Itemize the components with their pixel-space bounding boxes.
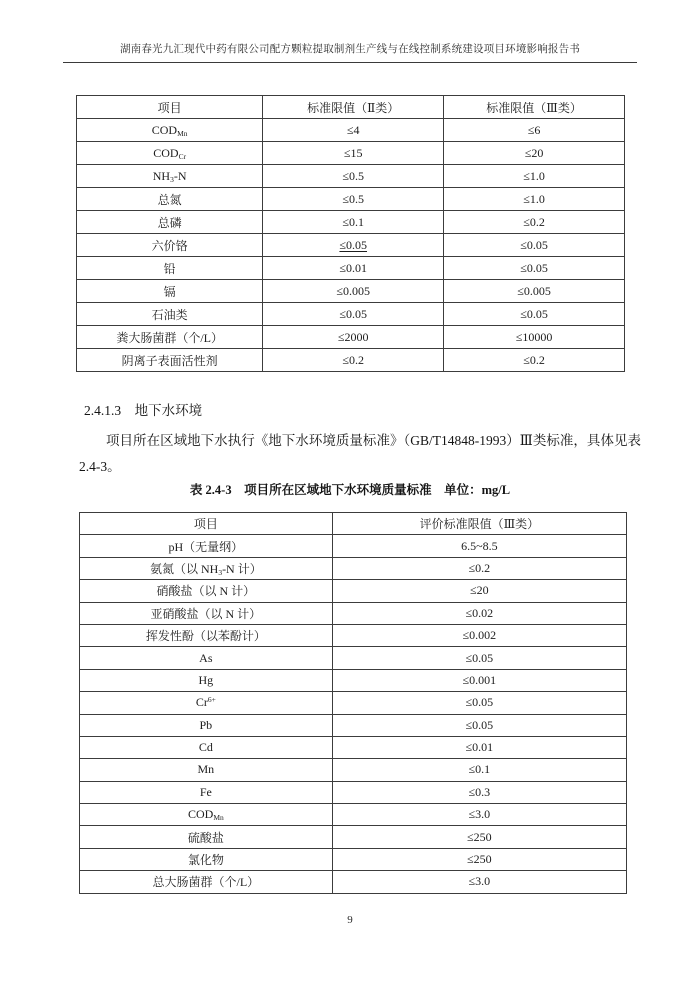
table-caption: 表 2.4-3 项目所在区域地下水环境质量标准 单位：mg/L bbox=[189, 483, 511, 497]
table-cell: ≤2000 bbox=[263, 326, 444, 349]
table-cell: 铅 bbox=[77, 257, 263, 280]
table-row bbox=[77, 326, 625, 349]
table-cell: As bbox=[80, 647, 333, 669]
page-footer bbox=[0, 914, 700, 926]
table-cell: Hg bbox=[80, 669, 333, 691]
column-header: 项目 bbox=[80, 513, 333, 535]
table-cell: 亚硝酸盐（以 N 计） bbox=[80, 602, 333, 624]
table-cell: ≤20 bbox=[444, 142, 625, 165]
table-row bbox=[80, 848, 627, 870]
table-cell: ≤0.05 bbox=[263, 234, 444, 257]
table-cell: 氨氮（以 $NH_3-N$ 计） bbox=[80, 557, 333, 579]
table-cell: 6.5~8.5 bbox=[332, 535, 626, 557]
column-header: 项目 bbox=[77, 96, 263, 119]
table-cell: $Cr^{6+}$ bbox=[80, 692, 333, 714]
table-cell: pH（无量纲） bbox=[80, 535, 333, 557]
table-cell: 镉 bbox=[77, 280, 263, 303]
table-cell: ≤0.1 bbox=[332, 759, 626, 781]
table-row bbox=[77, 165, 625, 188]
table-cell: ≤1.0 bbox=[444, 188, 625, 211]
table-row bbox=[80, 647, 627, 669]
table-cell: ≤20 bbox=[332, 580, 626, 602]
body-paragraph: 项目所在区域地下水执行《地下水环境质量标准》（GB/T14848-1993）Ⅲ类标准，具体见表 2.4-3。 bbox=[79, 433, 641, 474]
table-cell: ≤0.01 bbox=[263, 257, 444, 280]
table-cell: $COD_{Mn}$ bbox=[77, 119, 263, 142]
table-cell: ≤0.2 bbox=[332, 557, 626, 579]
table-row bbox=[77, 257, 625, 280]
table-cell: ≤0.5 bbox=[263, 165, 444, 188]
table-cell: ≤6 bbox=[444, 119, 625, 142]
table-cell: ≤0.05 bbox=[263, 303, 444, 326]
table-cell: ≤0.005 bbox=[444, 280, 625, 303]
table-header-row bbox=[80, 513, 627, 535]
table-cell: 硝酸盐（以 N 计） bbox=[80, 580, 333, 602]
table-row bbox=[80, 602, 627, 624]
table-cell: 挥发性酚（以苯酚计） bbox=[80, 624, 333, 646]
table-cell: ≤10000 bbox=[444, 326, 625, 349]
column-header: 标准限值（Ⅲ类） bbox=[444, 96, 625, 119]
table-cell: ≤0.02 bbox=[332, 602, 626, 624]
table-row bbox=[77, 280, 625, 303]
table-cell: ≤3.0 bbox=[332, 871, 626, 893]
table-cell: 石油类 bbox=[77, 303, 263, 326]
table-cell: $COD_{Mn}$ bbox=[80, 804, 333, 826]
table-cell: 阴离子表面活性剂 bbox=[77, 349, 263, 372]
table-row bbox=[80, 669, 627, 691]
header-title: 湖南春光九汇现代中药有限公司配方颗粒提取制剂生产线与在线控制系统建设项目环境影响报告书 bbox=[119, 44, 581, 55]
table-cell: ≤0.05 bbox=[332, 692, 626, 714]
table-cell: ≤0.1 bbox=[263, 211, 444, 234]
table-cell: ≤15 bbox=[263, 142, 444, 165]
table-cell: Fe bbox=[80, 781, 333, 803]
table-cell: ≤0.005 bbox=[263, 280, 444, 303]
table-row bbox=[77, 142, 625, 165]
table-cell: ≤0.2 bbox=[444, 349, 625, 372]
table-row bbox=[80, 714, 627, 736]
table-cell: Pb bbox=[80, 714, 333, 736]
surface-water-standards-table bbox=[76, 95, 625, 372]
table-row bbox=[80, 535, 627, 557]
table-row bbox=[80, 826, 627, 848]
table-row bbox=[77, 303, 625, 326]
table-row bbox=[77, 119, 625, 142]
table-cell: 六价铬 bbox=[77, 234, 263, 257]
table-cell: 硫酸盐 bbox=[80, 826, 333, 848]
table-cell: 总氮 bbox=[77, 188, 263, 211]
table-cell: ≤3.0 bbox=[332, 804, 626, 826]
table-cell: ≤250 bbox=[332, 826, 626, 848]
table-cell: $COD_{Cr}$ bbox=[77, 142, 263, 165]
table-cell: ≤0.2 bbox=[263, 349, 444, 372]
table-cell: ≤0.3 bbox=[332, 781, 626, 803]
table-cell: ≤0.002 bbox=[332, 624, 626, 646]
table-row bbox=[80, 557, 627, 579]
table-cell: ≤1.0 bbox=[444, 165, 625, 188]
column-header: 标准限值（Ⅱ类） bbox=[263, 96, 444, 119]
table-row bbox=[77, 188, 625, 211]
table-cell: ≤0.05 bbox=[444, 234, 625, 257]
table-row bbox=[80, 736, 627, 758]
table-row bbox=[80, 759, 627, 781]
table-cell: Cd bbox=[80, 736, 333, 758]
table-cell: ≤0.05 bbox=[332, 647, 626, 669]
table-row bbox=[80, 692, 627, 714]
table-row bbox=[80, 781, 627, 803]
table-cell: ≤0.001 bbox=[332, 669, 626, 691]
table-cell: ≤0.05 bbox=[444, 303, 625, 326]
table-cell: ≤0.5 bbox=[263, 188, 444, 211]
table-row bbox=[80, 804, 627, 826]
column-header: 评价标准限值（Ⅲ类） bbox=[332, 513, 626, 535]
table-row bbox=[77, 234, 625, 257]
table-cell: ≤4 bbox=[263, 119, 444, 142]
table-cell: Mn bbox=[80, 759, 333, 781]
table-cell: ≤250 bbox=[332, 848, 626, 870]
table-row bbox=[77, 211, 625, 234]
section-heading: 2.4.1.3 地下水环境 bbox=[84, 403, 203, 418]
table-cell: 总磷 bbox=[77, 211, 263, 234]
table-cell: ≤0.05 bbox=[332, 714, 626, 736]
table-cell: 氯化物 bbox=[80, 848, 333, 870]
table-cell: ≤0.05 bbox=[444, 257, 625, 280]
page-header bbox=[63, 42, 637, 63]
table-cell: $NH_3-N$ bbox=[77, 165, 263, 188]
table-cell: ≤0.01 bbox=[332, 736, 626, 758]
table-row bbox=[77, 349, 625, 372]
table-cell: ≤0.2 bbox=[444, 211, 625, 234]
table-row bbox=[80, 580, 627, 602]
table-cell: 总大肠菌群（个/L） bbox=[80, 871, 333, 893]
page-number: 9 bbox=[347, 914, 353, 926]
table-cell: 粪大肠菌群（个/L） bbox=[77, 326, 263, 349]
table-row bbox=[80, 624, 627, 646]
table-row bbox=[80, 871, 627, 893]
groundwater-standards-table bbox=[79, 512, 627, 894]
table-header-row bbox=[77, 96, 625, 119]
